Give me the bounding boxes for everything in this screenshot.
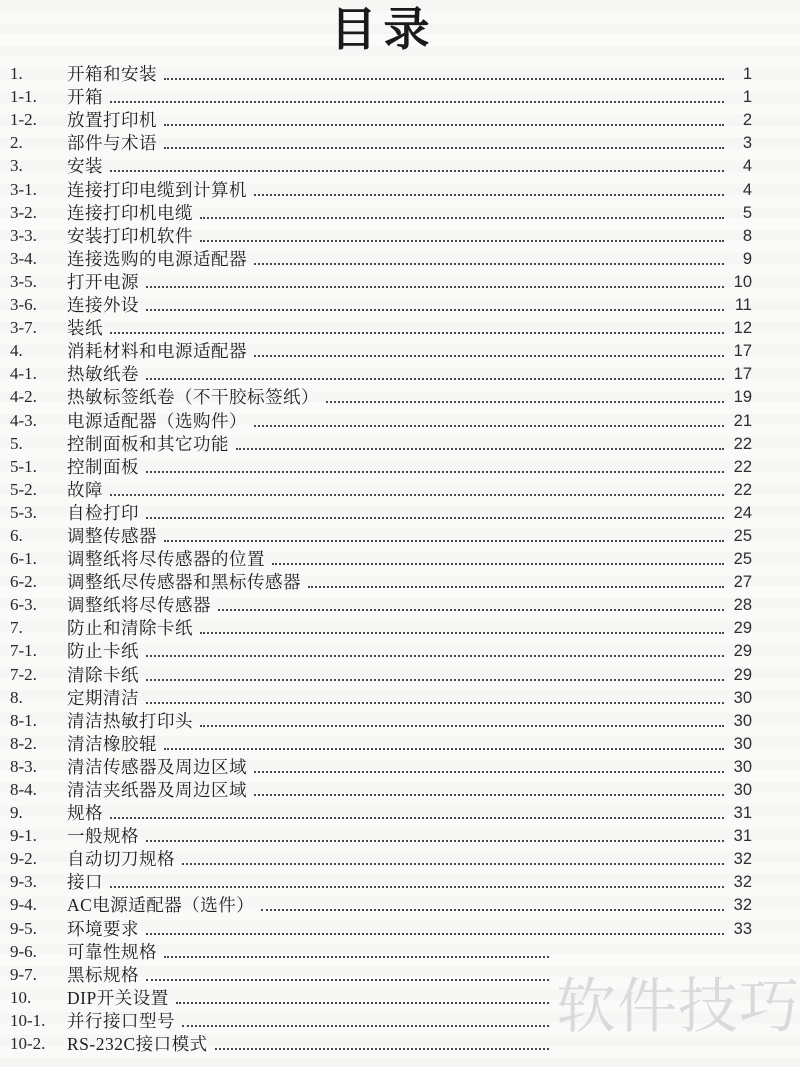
toc-entry-title: 安装 [67,156,103,177]
dot-leader [110,886,724,888]
dot-leader [236,448,724,450]
toc-row [8,247,752,270]
toc-entry-title: 连接外设 [67,295,139,316]
toc-entry-page: 31 [733,804,752,823]
toc-entry-number: 8-2. [10,733,37,753]
dot-leader [254,194,724,196]
toc-entry-number: 9-1. [10,826,37,846]
toc-entry-title: 电源适配器（选购件） [67,410,247,431]
toc-entry-page: 1 [742,88,752,107]
dot-leader [200,217,724,219]
toc-entry-number: 6-2. [10,572,37,592]
toc-entry-title: 开箱 [67,87,103,108]
toc-entry-title: AC电源适配器（选件） [67,895,255,916]
dot-leader [146,517,724,519]
dot-leader [164,78,724,80]
toc-entry-page: 10 [733,272,752,291]
toc-row [8,154,752,177]
toc-entry-number: 3-1. [10,179,37,199]
toc-row [8,570,752,593]
toc-entry-number: 6-3. [10,595,37,615]
toc-entry-page: 22 [733,480,752,499]
toc-entry-title: 一般规格 [67,826,139,847]
toc-entry-title: 黑标规格 [67,964,139,985]
dot-leader [146,933,724,935]
toc-entry-number: 9. [10,803,23,823]
toc-entry-title: 部件与术语 [67,133,157,154]
toc-entry-page: 25 [733,526,752,545]
toc-entry-number: 8-1. [10,710,37,730]
toc-entry-number: 3. [10,156,23,176]
toc-entry-number: 7-2. [10,664,37,684]
toc-entry-number: 4. [10,341,23,361]
toc-row [8,131,752,154]
toc-entry-number: 4-2. [10,387,37,407]
toc-entry-title: RS-232C接口模式 [67,1034,208,1055]
toc-entry-page: 9 [742,249,752,268]
toc-row [8,224,752,247]
toc-entry-page: 30 [733,757,752,776]
toc-row [8,732,752,755]
toc-entry-number: 1-2. [10,110,37,130]
toc-row [8,362,752,385]
dot-leader [110,494,724,496]
dot-leader [272,563,724,565]
toc-entry-page: 17 [733,342,752,361]
toc-entry-number: 9-6. [10,941,37,961]
toc-entry-number: 3-6. [10,295,37,315]
dot-leader [176,1002,549,1004]
toc-entry-page: 22 [733,434,752,453]
toc-entry-number: 5-1. [10,456,37,476]
toc-row [8,201,752,224]
toc-entry-page: 1 [742,65,752,84]
toc-entry-title: 清洁橡胶辊 [67,733,157,754]
dot-leader [164,540,724,542]
toc-entry-title: 装纸 [67,318,103,339]
page-title: 目录 [330,4,437,55]
toc-entry-title: 接口 [67,872,103,893]
dot-leader [254,425,724,427]
toc-entry-title: 连接选购的电源适配器 [67,248,247,269]
toc-entry-title: 放置打印机 [67,110,157,131]
toc-entry-number: 10-2. [10,1034,46,1054]
toc-row [8,270,752,293]
toc-entry-page: 32 [733,873,752,892]
toc-row [8,62,752,85]
toc-entry-page: 3 [742,134,752,153]
toc-row [8,385,752,408]
toc-entry-number: 1-1. [10,87,37,107]
dot-leader [164,147,724,149]
dot-leader [254,771,724,773]
dot-leader [146,979,549,981]
toc-entry-title: DIP开关设置 [67,987,169,1008]
toc-row [8,778,752,801]
dot-leader [200,240,724,242]
toc-row [8,616,752,639]
toc-row [8,801,752,824]
toc-row [8,639,752,662]
dot-leader [218,609,724,611]
toc-entry-number: 9-7. [10,964,37,984]
dot-leader [146,309,724,311]
dot-leader [254,355,724,357]
toc-entry-page: 32 [733,850,752,869]
toc-entry-title: 自动切刀规格 [67,849,175,870]
toc-row [8,963,752,986]
dot-leader [146,840,724,842]
dot-leader [164,748,724,750]
toc-entry-page: 11 [734,296,752,315]
toc-entry-number: 10-1. [10,1010,46,1030]
toc-row [8,1032,752,1055]
toc-entry-number: 9-3. [10,872,37,892]
toc-entry-title: 清洁传感器及周边区域 [67,756,247,777]
toc-entry-number: 3-4. [10,248,37,268]
toc-row [8,893,752,916]
toc-entry-title: 规格 [67,803,103,824]
dot-leader [146,378,724,380]
toc-entry-page: 29 [733,642,752,661]
dot-leader [326,401,724,403]
dot-leader [308,586,724,588]
toc-entry-title: 定期清洁 [67,687,139,708]
toc-row [8,432,752,455]
toc-entry-page: 29 [733,665,752,684]
toc-entry-page: 30 [733,688,752,707]
dot-leader [110,332,724,334]
toc-entry-title: 可靠性规格 [67,941,157,962]
toc-entry-page: 28 [733,596,752,615]
toc-row [8,85,752,108]
toc-entry-page: 29 [733,619,752,638]
watermark: 软件技巧 [556,973,800,1040]
toc-row [8,293,752,316]
toc-entry-number: 8-4. [10,780,37,799]
dot-leader [146,702,724,704]
toc-row [8,662,752,685]
dot-leader [146,679,724,681]
toc-entry-number: 10. [10,987,32,1007]
toc-row [8,940,752,963]
toc-entry-page: 2 [742,111,752,130]
toc-entry-title: 热敏纸卷 [67,364,139,385]
toc-entry-page: 30 [733,711,752,730]
toc-row [8,593,752,616]
toc-entry-title: 开箱和安装 [67,64,157,85]
dot-leader [182,863,724,865]
dot-leader [200,725,724,727]
toc-row [8,339,752,362]
toc-entry-title: 清洁热敏打印头 [67,710,193,731]
toc-entry-title: 清除卡纸 [67,664,139,685]
toc-entry-page: 33 [733,919,752,938]
toc-entry-title: 清洁夹纸器及周边区域 [67,780,247,800]
toc-entry-page: 32 [733,896,752,915]
toc-entry-title: 调整纸将尽传感器 [67,595,211,616]
toc-row [8,478,752,501]
toc-entry-page: 12 [733,319,752,338]
toc-row [8,177,752,200]
toc-entry-number: 8. [10,687,23,707]
toc-entry-number: 3-2. [10,202,37,222]
toc-entry-title: 故障 [67,479,103,500]
toc-entry-page: 25 [733,550,752,569]
toc-entry-number: 9-2. [10,849,37,869]
toc-row [8,986,752,1009]
toc-entry-title: 控制面板和其它功能 [67,433,229,454]
toc-entry-number: 5-3. [10,502,37,522]
toc-entry-title: 防止卡纸 [67,641,139,662]
toc-entry-title: 防止和清除卡纸 [67,618,193,639]
dot-leader [146,471,724,473]
dot-leader [146,286,724,288]
toc-entry-number: 4-3. [10,410,37,430]
toc-entry-page: 4 [742,157,752,176]
toc-list [8,62,752,1055]
toc-row [8,824,752,847]
toc-entry-title: 并行接口型号 [67,1010,175,1031]
dot-leader [254,263,724,265]
toc-entry-number: 2. [10,133,23,153]
toc-row [8,501,752,524]
toc-entry-page: 24 [733,503,752,522]
dot-leader [146,655,724,657]
dot-leader [110,170,724,172]
toc-row [8,755,752,778]
dot-leader [164,124,724,126]
toc-entry-number: 9-4. [10,895,37,915]
toc-entry-title: 消耗材料和电源适配器 [67,341,247,362]
toc-row [8,709,752,732]
toc-row [8,870,752,893]
toc-row [8,316,752,339]
dot-leader [261,909,724,911]
toc-entry-number: 3-5. [10,271,37,291]
toc-entry-number: 1. [10,64,23,84]
toc-entry-page: 22 [733,457,752,476]
toc-entry-number: 6. [10,525,23,545]
toc-entry-page: 30 [733,734,752,753]
toc-entry-number: 4-1. [10,364,37,384]
toc-row [8,916,752,939]
toc-entry-number: 5-2. [10,479,37,499]
toc-entry-number: 8-3. [10,756,37,776]
toc-row [8,108,752,131]
toc-entry-title: 调整纸尽传感器和黑标传感器 [67,572,301,593]
toc-entry-page: 4 [742,180,752,199]
toc-entry-title: 环境要求 [67,918,139,939]
toc-entry-page: 30 [733,781,752,799]
toc-entry-page: 31 [733,827,752,846]
toc-row [8,524,752,547]
dot-leader [200,632,724,634]
toc-entry-title: 连接打印机电缆 [67,202,193,223]
dot-leader [254,794,724,796]
dot-leader [110,101,724,103]
toc-entry-number: 6-1. [10,549,37,569]
toc-entry-number: 3-3. [10,225,37,245]
toc-entry-title: 连接打印电缆到计算机 [67,179,247,200]
toc-entry-title: 打开电源 [67,271,139,292]
toc-entry-number: 9-5. [10,918,37,938]
toc-entry-title: 安装打印机软件 [67,225,193,246]
dot-leader [164,956,549,958]
toc-row [8,455,752,478]
dot-leader [215,1048,549,1050]
toc-entry-page: 17 [733,365,752,384]
toc-row [8,547,752,570]
toc-entry-page: 19 [733,388,752,407]
toc-entry-title: 调整纸将尽传感器的位置 [67,549,265,570]
toc-row [8,686,752,709]
toc-entry-number: 5. [10,433,23,453]
toc-row [8,847,752,870]
toc-entry-page: 21 [733,411,752,430]
dot-leader [182,1025,549,1027]
toc-entry-page: 5 [742,203,752,222]
dot-leader [110,817,724,819]
toc-entry-page: 8 [742,226,752,245]
toc-row [8,1009,752,1032]
toc-entry-page: 27 [733,573,752,592]
toc-entry-number: 7. [10,618,23,638]
toc-row [8,408,752,431]
toc-entry-title: 控制面板 [67,456,139,477]
toc-entry-number: 7-1. [10,641,37,661]
toc-entry-title: 调整传感器 [67,525,157,546]
toc-entry-title: 自检打印 [67,502,139,523]
toc-entry-number: 3-7. [10,318,37,338]
toc-entry-title: 热敏标签纸卷（不干胶标签纸） [67,387,319,408]
